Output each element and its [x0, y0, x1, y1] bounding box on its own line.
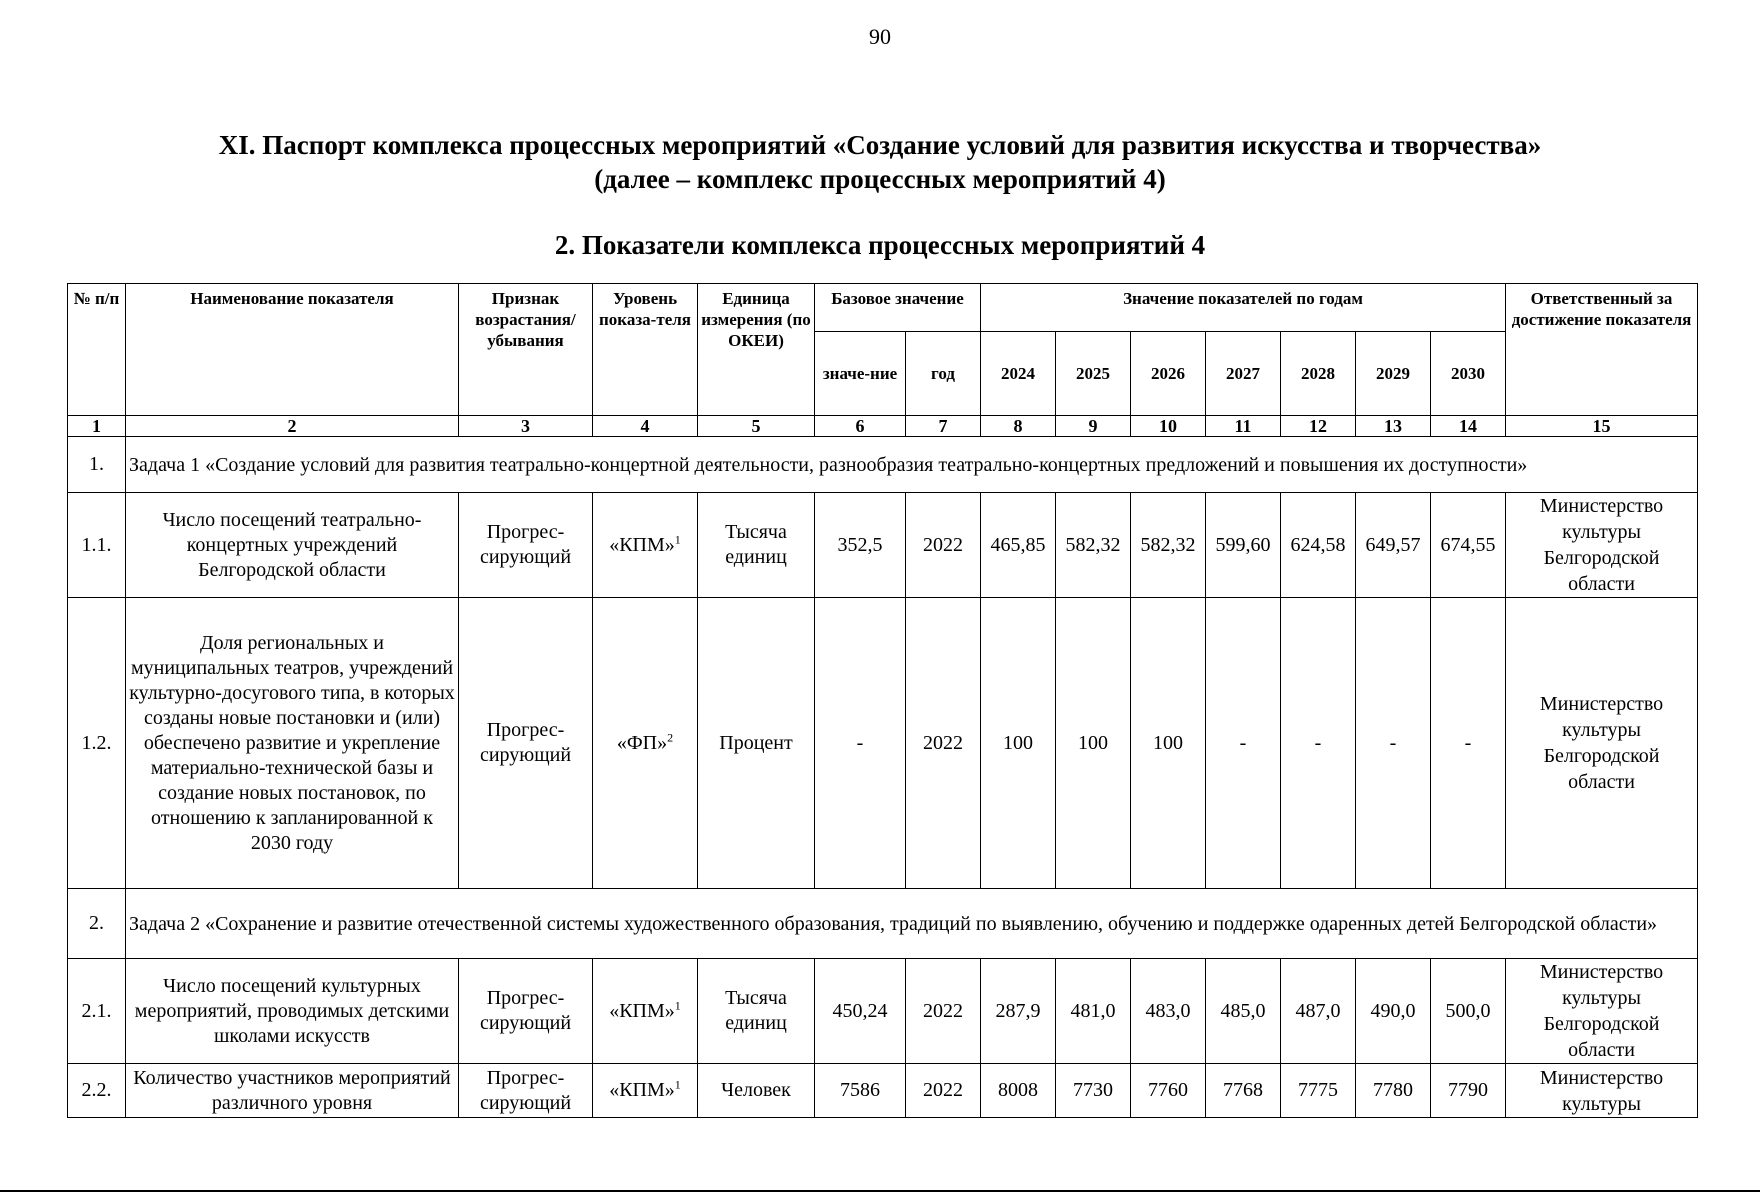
indicators-table	[67, 283, 1698, 1118]
indicator-unit: Процент	[698, 598, 815, 889]
year-value: 287,9	[981, 959, 1056, 1064]
level-text: «КПМ»	[609, 533, 675, 556]
column-number: 9	[1056, 416, 1131, 437]
year-value: 674,55	[1431, 493, 1506, 598]
responsible: Министерство культуры Белгородской области	[1506, 493, 1698, 598]
indicator-sign: Прогрес-сирующий	[459, 1064, 593, 1118]
year-value: 582,32	[1056, 493, 1131, 598]
level-text: «ФП»	[616, 731, 668, 754]
page-number: 90	[869, 24, 891, 49]
responsible: Министерство культуры Белгородской области	[1506, 598, 1698, 889]
year-value: 7760	[1131, 1064, 1206, 1118]
column-number: 12	[1281, 416, 1356, 437]
header-year: 2029	[1356, 332, 1431, 416]
header-year: 2028	[1281, 332, 1356, 416]
column-number: 3	[459, 416, 593, 437]
year-value: 100	[1056, 598, 1131, 889]
year-value: 7775	[1281, 1064, 1356, 1118]
base-year: 2022	[906, 493, 981, 598]
column-number: 10	[1131, 416, 1206, 437]
task-row	[68, 437, 1698, 493]
indicator-unit: Тысяча единиц	[698, 493, 815, 598]
year-value: 490,0	[1356, 959, 1431, 1064]
row-num: 1.1.	[68, 493, 126, 598]
column-number: 1	[68, 416, 126, 437]
year-value: 465,85	[981, 493, 1056, 598]
indicator-name: Доля региональных и муниципальных театров, учреждений культурно-досугового типа, в которых созданы новые постановки и (или) обеспечено развитие и укрепление материально-технической базы и создание новых постановок, по отношению к запланированной к 2030 году	[126, 598, 459, 889]
column-number: 14	[1431, 416, 1506, 437]
year-value: 599,60	[1206, 493, 1281, 598]
task-num: 2.	[68, 889, 126, 959]
year-value: -	[1206, 598, 1281, 889]
indicator-level	[593, 1064, 698, 1118]
footnote-mark: 1	[674, 531, 681, 546]
year-value: 582,32	[1131, 493, 1206, 598]
document-title	[0, 128, 1760, 196]
column-number: 8	[981, 416, 1056, 437]
base-value: -	[815, 598, 906, 889]
header-base-year: год	[906, 332, 981, 416]
header-year: 2026	[1131, 332, 1206, 416]
year-value: 7790	[1431, 1064, 1506, 1118]
base-year: 2022	[906, 1064, 981, 1118]
indicator-row	[68, 1064, 1698, 1118]
year-value: 100	[1131, 598, 1206, 889]
year-value: 481,0	[1056, 959, 1131, 1064]
row-num: 1.2.	[68, 598, 126, 889]
indicator-level	[593, 598, 698, 889]
footnote-mark: 1	[674, 997, 681, 1012]
header-num: № п/п	[68, 284, 126, 416]
column-number: 6	[815, 416, 906, 437]
row-num: 2.1.	[68, 959, 126, 1064]
year-value: 483,0	[1131, 959, 1206, 1064]
header-level: Уровень показа-теля	[593, 284, 698, 416]
footnote-mark: 2	[667, 729, 674, 744]
header-name: Наименование показателя	[126, 284, 459, 416]
header-responsible: Ответственный за достижение показателя	[1506, 284, 1698, 416]
task-num: 1.	[68, 437, 126, 493]
base-year: 2022	[906, 598, 981, 889]
header-unit: Единица измерения (по ОКЕИ)	[698, 284, 815, 416]
column-number: 11	[1206, 416, 1281, 437]
indicator-sign: Прогрес-сирующий	[459, 598, 593, 889]
responsible: Министерство культуры	[1506, 1064, 1698, 1118]
year-value: 7780	[1356, 1064, 1431, 1118]
base-value: 450,24	[815, 959, 906, 1064]
year-value: 8008	[981, 1064, 1056, 1118]
header-base: Базовое значение	[815, 284, 981, 332]
indicator-sign: Прогрес-сирующий	[459, 493, 593, 598]
column-number: 13	[1356, 416, 1431, 437]
indicator-name: Количество участников мероприятий различного уровня	[126, 1064, 459, 1118]
indicator-level	[593, 959, 698, 1064]
base-value: 352,5	[815, 493, 906, 598]
header-year: 2025	[1056, 332, 1131, 416]
year-value: 487,0	[1281, 959, 1356, 1064]
indicator-name: Число посещений культурных мероприятий, проводимых детскими школами искусств	[126, 959, 459, 1064]
column-number: 5	[698, 416, 815, 437]
year-value: 485,0	[1206, 959, 1281, 1064]
year-value: 7730	[1056, 1064, 1131, 1118]
header-year: 2027	[1206, 332, 1281, 416]
row-num: 2.2.	[68, 1064, 126, 1118]
header-sign: Признак возрастания/ убывания	[459, 284, 593, 416]
column-number: 7	[906, 416, 981, 437]
indicator-name: Число посещений театрально-концертных учреждений Белгородской области	[126, 493, 459, 598]
indicator-level	[593, 493, 698, 598]
header-year: 2030	[1431, 332, 1506, 416]
header-year: 2024	[981, 332, 1056, 416]
footnote-mark: 1	[674, 1077, 681, 1092]
page-bottom-rule	[0, 1190, 1760, 1192]
task-text: Задача 2 «Сохранение и развитие отечественной системы художественного образования, традиций по выявлению, обучению и поддержке одаренных детей Белгородской области»	[126, 889, 1698, 959]
indicator-row	[68, 493, 1698, 598]
column-number-row	[68, 416, 1698, 437]
column-number: 2	[126, 416, 459, 437]
indicator-sign: Прогрес-сирующий	[459, 959, 593, 1064]
section-title: 2. Показатели комплекса процессных мероприятий 4	[554, 230, 1206, 260]
task-text: Задача 1 «Создание условий для развития театрально-концертной деятельности, разнообразия театрально-концертных предложений и повышения их доступности»	[126, 437, 1698, 493]
year-value: -	[1356, 598, 1431, 889]
year-value: 100	[981, 598, 1056, 889]
title-line-1: XI. Паспорт комплекса процессных мероприятий «Создание условий для развития искусства и творчества»	[218, 130, 1542, 160]
column-number: 4	[593, 416, 698, 437]
level-text: «КПМ»	[609, 1079, 675, 1101]
year-value: 624,58	[1281, 493, 1356, 598]
column-number: 15	[1506, 416, 1698, 437]
header-values-by-year: Значение показателей по годам	[981, 284, 1506, 332]
year-value: -	[1281, 598, 1356, 889]
indicator-unit: Тысяча единиц	[698, 959, 815, 1064]
header-base-value: значе-ние	[815, 332, 906, 416]
indicator-unit: Человек	[698, 1064, 815, 1118]
year-value: 500,0	[1431, 959, 1506, 1064]
indicator-row	[68, 959, 1698, 1064]
year-value: 649,57	[1356, 493, 1431, 598]
indicator-row	[68, 598, 1698, 889]
responsible: Министерство культуры Белгородской области	[1506, 959, 1698, 1064]
level-text: «КПМ»	[609, 999, 675, 1022]
year-value: 7768	[1206, 1064, 1281, 1118]
base-value: 7586	[815, 1064, 906, 1118]
year-value: -	[1431, 598, 1506, 889]
base-year: 2022	[906, 959, 981, 1064]
task-row	[68, 889, 1698, 959]
title-line-2: (далее – комплекс процессных мероприятий 4)	[594, 164, 1166, 194]
